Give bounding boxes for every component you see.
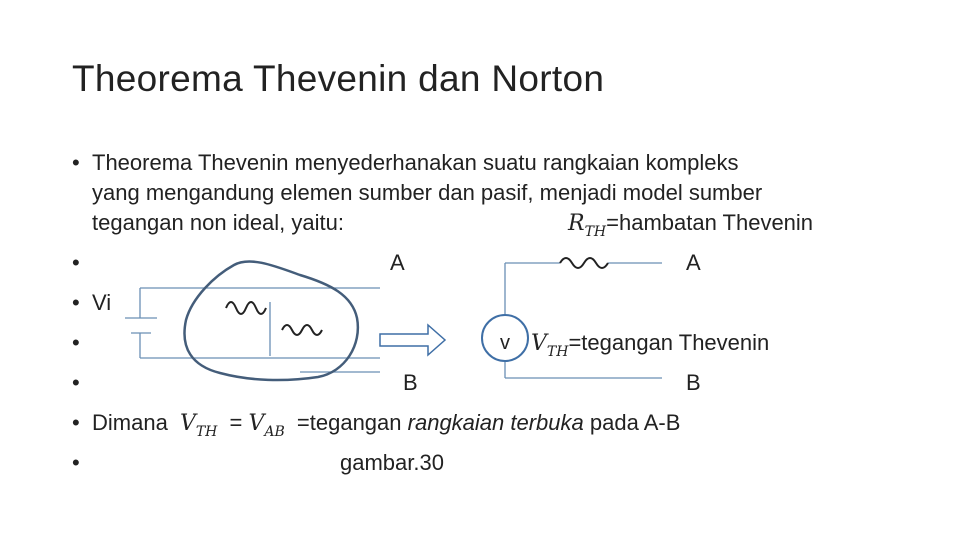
dimana-mid: =tegangan xyxy=(296,410,402,435)
network-boundary xyxy=(184,261,357,380)
vth-subscript-2: TH xyxy=(195,424,218,440)
terminal-a-right: A xyxy=(686,250,701,275)
vth-subscript: TH xyxy=(546,344,569,360)
figure-caption: gambar.30 xyxy=(340,450,444,475)
vth-symbol-2: V xyxy=(179,411,196,436)
resistor-2 xyxy=(282,325,322,335)
bullet-marker: • xyxy=(72,150,80,175)
bullet-marker: • xyxy=(72,330,80,355)
transform-arrow xyxy=(380,325,445,355)
voltage-source-label: v xyxy=(500,332,510,354)
vab-symbol: V xyxy=(248,411,265,436)
bullet-marker: • xyxy=(72,450,80,475)
intro-line-1: Theorema Thevenin menyederhanakan suatu rangkaian kompleks xyxy=(92,150,739,175)
vab-subscript: AB xyxy=(264,424,285,440)
equals-sign: = xyxy=(229,410,243,435)
slide-title: Theorema Thevenin dan Norton xyxy=(72,58,605,99)
resistor-1 xyxy=(226,302,266,314)
terminal-a-left: A xyxy=(390,250,405,275)
intro-line-2: yang mengandung elemen sumber dan pasif, menjadi model sumber xyxy=(92,180,763,205)
vth-text: =tegangan Thevenin xyxy=(568,330,770,355)
rth-text: =hambatan Thevenin xyxy=(606,210,814,235)
vi-label: Vi xyxy=(92,290,112,315)
dimana-prefix: Dimana xyxy=(92,410,168,435)
terminal-b-left: B xyxy=(403,370,418,395)
terminal-b-right: B xyxy=(686,370,701,395)
intro-line-3: tegangan non ideal, yaitu: xyxy=(92,210,344,235)
bullet-marker: • xyxy=(72,410,80,435)
vth-symbol: V xyxy=(531,331,547,356)
bullet-marker: • xyxy=(72,290,80,315)
dimana-suffix: pada A-B xyxy=(589,410,681,435)
rth-symbol: R xyxy=(568,211,585,236)
resistor-rth xyxy=(560,258,608,268)
rth-subscript: TH xyxy=(584,224,607,240)
dimana-italic: rangkaian terbuka xyxy=(407,410,584,435)
bullet-marker: • xyxy=(72,250,80,275)
bullet-marker: • xyxy=(72,370,80,395)
